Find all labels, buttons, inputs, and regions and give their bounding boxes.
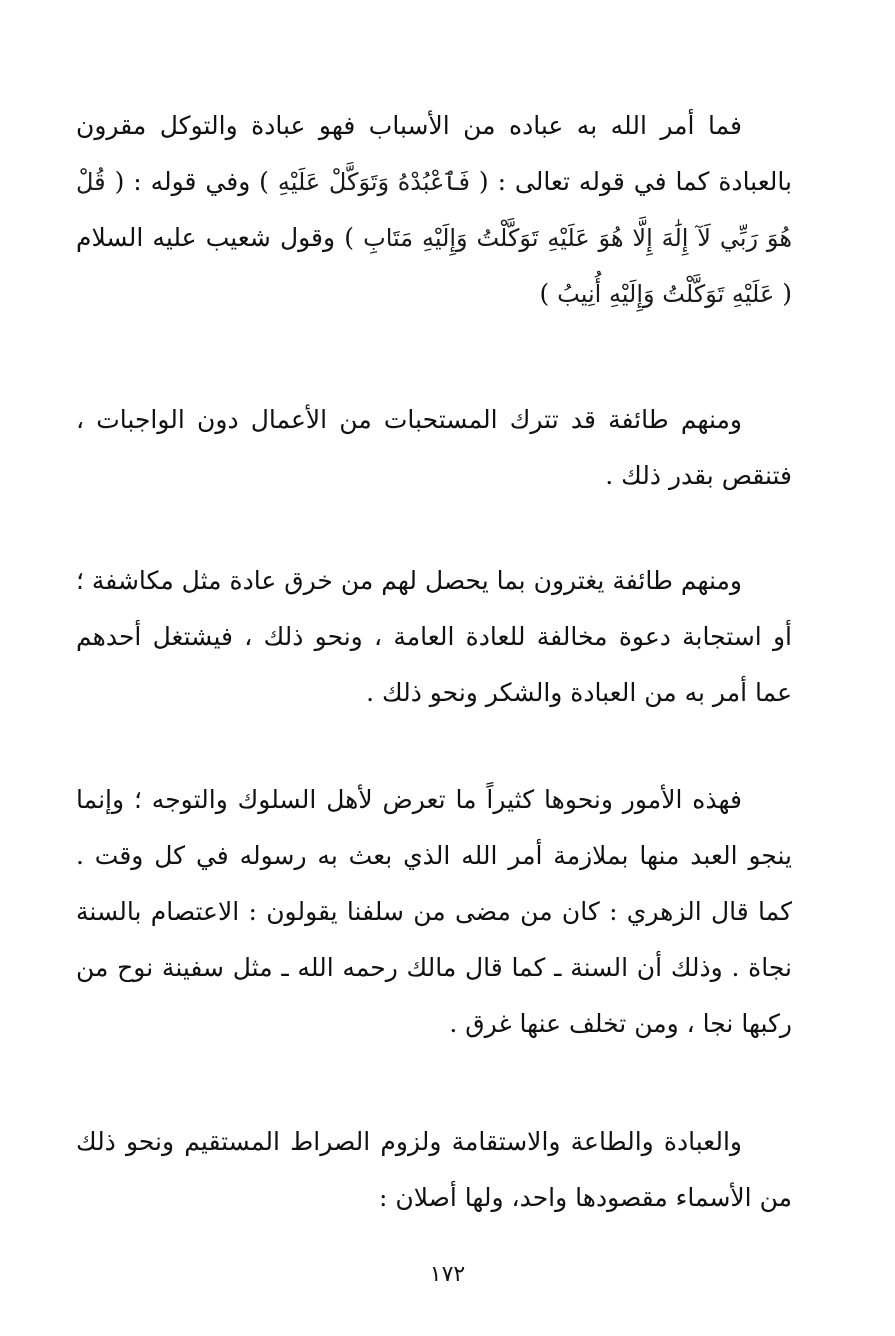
paragraph-text: والعبادة والطاعة والاستقامة ولزوم الصراط المستقيم ونحو ذلك من الأسماء مقصودها واحد، ولها أصلان : [76,1127,792,1212]
paragraph-sunnah [76,772,792,1052]
paragraph-text: فهذه الأمور ونحوها كثيراً ما تعرض لأهل السلوك والتوجه ؛ وإنما ينجو العبد منها بملازمة أمر الله الذي بعث به رسوله في كل وقت . كما قال الزهري : كان من مضى من سلفنا يقولون : الاعتصام بالسنة نجاة . وذلك أن السنة ـ كما قال مالك رحمه الله ـ مثل سفينة نوح من ركبها نجا ، ومن تخلف عنها غرق . [76,785,792,1038]
paragraph-text: ) وفي قوله : ( [114,167,269,196]
quran-verse: عَلَيْهِ تَوَكَّلْتُ وَإِلَيْهِ أُنِيبُ [557,280,775,308]
paragraph-ibadah [76,1114,792,1226]
paragraph-text: ومنهم طائفة قد تترك المستحبات من الأعمال دون الواجبات ، فتنقص بقدر ذلك . [76,405,792,490]
paragraph-text: ) وقول شعيب عليه السلام ( [76,223,792,308]
quran-verse: فَٱعْبُدْهُ وَتَوَكَّلْ عَلَيْهِ [277,168,470,196]
quran-verse: قُلْ هُوَ رَبِّي لَآ إِلَٰهَ إِلَّا هُوَ عَلَيْهِ تَوَكَّلْتُ وَإِلَيْهِ مَتَابِ [76,168,792,252]
paragraph-mustahabbat [76,392,792,504]
paragraph-tawakkul [76,98,792,322]
paragraph-text: ) [539,279,550,308]
paragraph-karamat [76,553,792,721]
paragraph-text: فما أمر الله به عباده من الأسباب فهو عبادة والتوكل مقرون بالعبادة كما في قوله تعالى : ( [76,111,792,196]
paragraph-text: ومنهم طائفة يغترون بما يحصل لهم من خرق عادة مثل مكاشفة ؛ أو استجابة دعوة مخالفة للعادة العامة ، ونحو ذلك ، فيشتغل أحدهم عما أمر به من العبادة والشكر ونحو ذلك . [76,566,792,707]
page-number: ١٧٢ [429,1262,466,1287]
